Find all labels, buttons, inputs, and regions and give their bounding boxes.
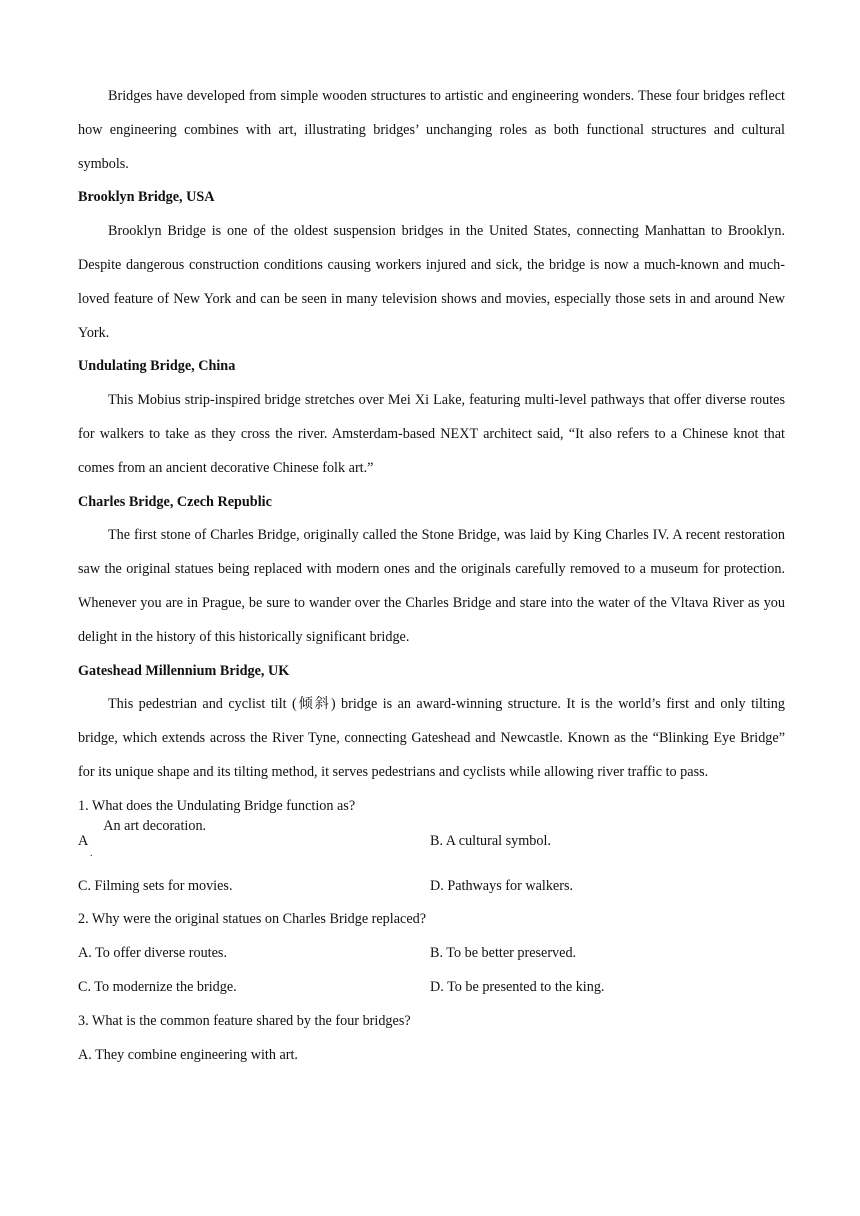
question-3-options-row-1 xyxy=(78,1039,785,1073)
option-a-text: An art decoration. xyxy=(103,817,207,834)
question-2-options-row-2 xyxy=(78,971,785,1005)
option-a-dot: . xyxy=(90,847,93,859)
question-2-option-b[interactable]: B. To be better preserved. xyxy=(430,945,577,962)
section-heading-gateshead: Gateshead Millennium Bridge, UK xyxy=(78,662,290,679)
question-1-option-a[interactable] xyxy=(78,817,430,870)
question-3-option-a[interactable]: A. They combine engineering with art. xyxy=(78,1046,298,1063)
intro-paragraph: Bridges have developed from simple wooden structures to artistic and engineering wonders. These four bridges reflect how engineering combines with art, illustrating bridges’ unchanging roles as both functional structures and cultural symbols. xyxy=(78,88,785,172)
section-body-brooklyn: Brooklyn Bridge is one of the oldest suspension bridges in the United States, connecting Manhattan to Brooklyn. Despite dangerous construction conditions causing workers injured and sick, the bridge is now a much-known and much-loved feature of New York and can be seen in many television shows and movies, especially those sets in and around New York. xyxy=(78,223,785,341)
question-2-option-a[interactable]: A. To offer diverse routes. xyxy=(78,945,227,962)
section-body-charles: The first stone of Charles Bridge, originally called the Stone Bridge, was laid by King Charles IV. A recent restoration saw the original statues being replaced with modern ones and the originals carefully removed to a museum for protection. Whenever you are in Prague, be sure to wander over the Charles Bridge and stare into the water of the Vltava River as you delight in the history of this historically significant bridge. xyxy=(78,527,785,645)
question-1-option-b[interactable]: B. A cultural symbol. xyxy=(430,832,551,849)
section-heading-undulating: Undulating Bridge, China xyxy=(78,358,236,375)
section-body-undulating: This Mobius strip-inspired bridge stretches over Mei Xi Lake, featuring multi-level pathways that offer diverse routes for walkers to take as they cross the river. Amsterdam-based NEXT architect said, “It also refers to a Chinese knot that comes from an ancient decorative Chinese folk art.” xyxy=(78,392,785,476)
question-2-stem: 2. Why were the original statues on Charles Bridge replaced? xyxy=(78,911,427,928)
question-2-option-c[interactable]: C. To modernize the bridge. xyxy=(78,978,237,995)
question-2-option-d[interactable]: D. To be presented to the king. xyxy=(430,978,605,995)
question-1-option-d[interactable]: D. Pathways for walkers. xyxy=(430,877,574,894)
question-1-options-row-1 xyxy=(78,817,785,870)
question-1-options-row-2 xyxy=(78,870,785,904)
option-a-letter: A xyxy=(78,832,89,849)
section-body-gateshead: This pedestrian and cyclist tilt (倾斜) bridge is an award-winning structure. It is the world’s first and only tilting bridge, which extends across the River Tyne, connecting Gateshead and Newcastle. Known as the “Blinking Eye Bridge” for its unique shape and its tilting method, it serves pedestrians and cyclists while allowing river traffic to pass. xyxy=(78,696,785,780)
section-heading-charles: Charles Bridge, Czech Republic xyxy=(78,493,272,510)
question-1-stem: 1. What does the Undulating Bridge function as? xyxy=(78,797,356,814)
document-page xyxy=(78,80,785,1072)
question-2-options-row-1 xyxy=(78,937,785,971)
question-1-option-c[interactable]: C. Filming sets for movies. xyxy=(78,877,233,894)
question-3-stem: 3. What is the common feature shared by the four bridges? xyxy=(78,1012,411,1029)
section-heading-brooklyn: Brooklyn Bridge, USA xyxy=(78,189,215,206)
